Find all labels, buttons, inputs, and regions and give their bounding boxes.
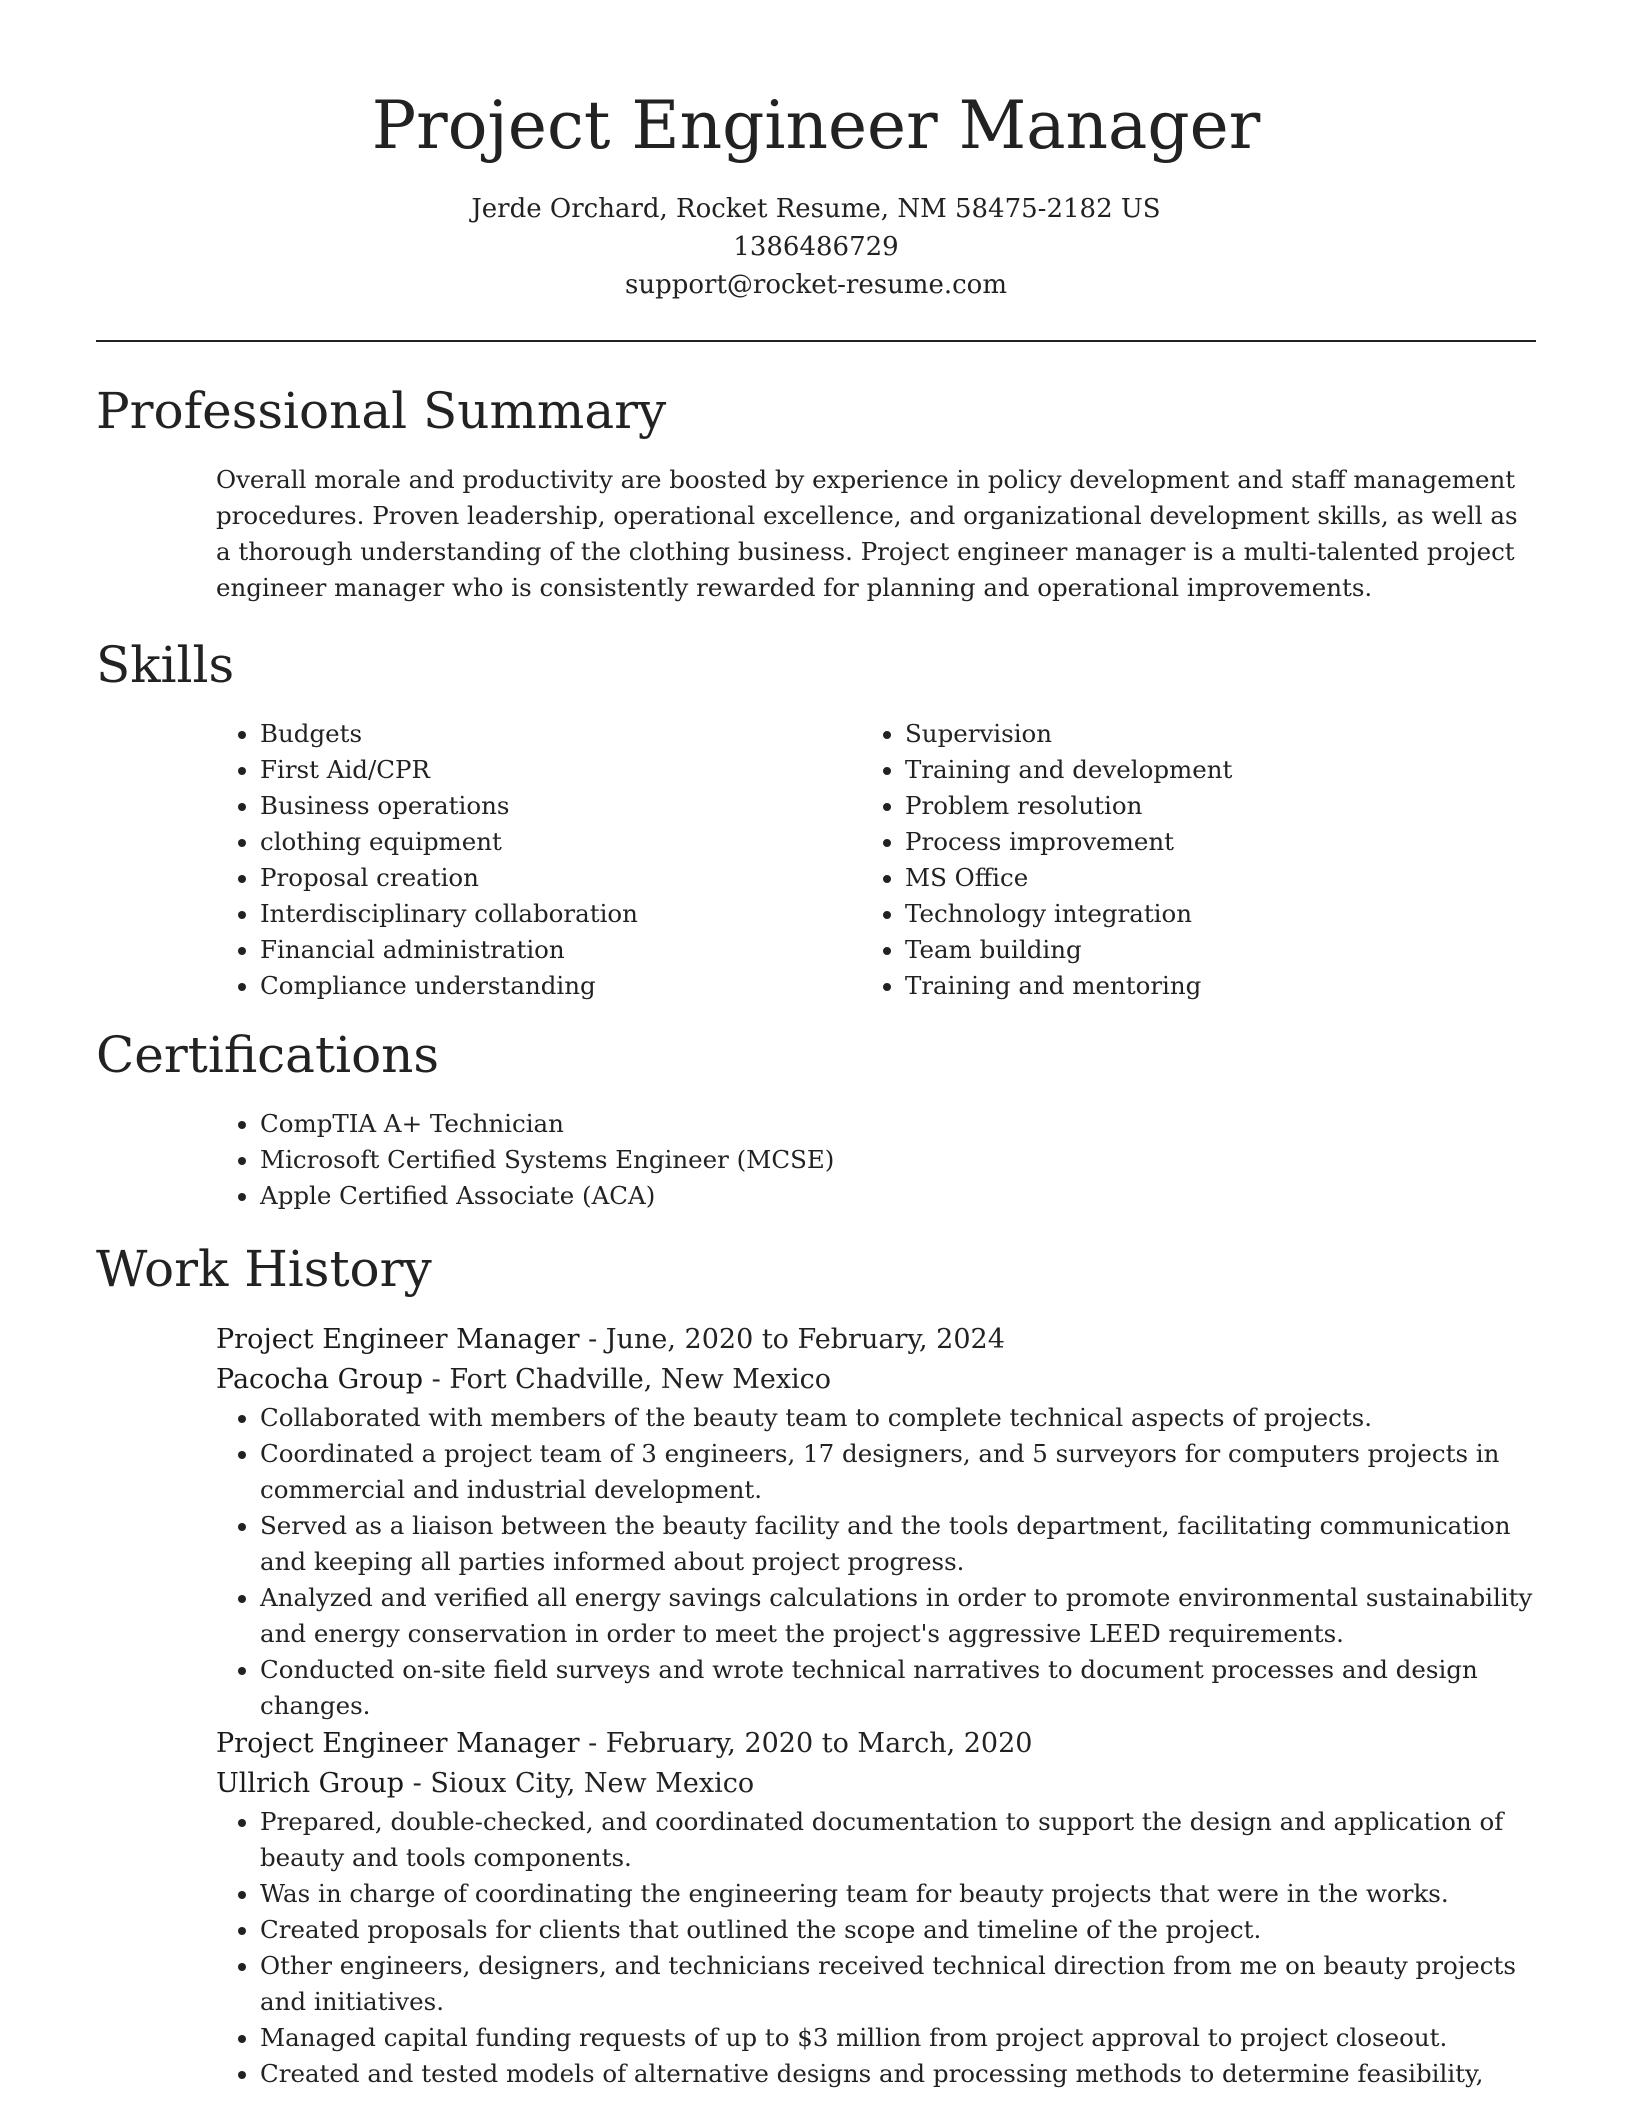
- job-duty: • Was in charge of coordinating the engineering team for beauty projects that were in the works.: [260, 1876, 1536, 1912]
- skill-item: • MS Office: [905, 860, 1536, 896]
- certifications-title: Certifications: [96, 1026, 440, 1084]
- job-dates: - February, 2020 to March, 2020: [579, 1728, 1033, 1759]
- skill-item: • Team building: [905, 932, 1536, 968]
- summary-text: Overall morale and productivity are boosted by experience in policy development and staff management procedures. Proven leadership, operational excellence, and organizational development skills, as well as a thorough understanding of the clothing business. Project engineer manager is a multi-talented project engineer manager who is consistently rewarded for planning and operational improvements.: [216, 465, 1518, 602]
- address: Jerde Orchard, Rocket Resume, NM 58475-2182 US: [471, 194, 1161, 224]
- job-title: Project Engineer Manager: [216, 1728, 580, 1759]
- job-company: Pacocha Group: [216, 1364, 424, 1395]
- job-entry: [96, 1724, 1536, 2092]
- job-duty: • Collaborated with members of the beauty team to complete technical aspects of projects.: [260, 1400, 1536, 1436]
- skills-left-list: [96, 716, 891, 1004]
- job-company-line: [216, 1764, 1536, 1804]
- skill-item: • Interdisciplinary collaboration: [260, 896, 891, 932]
- job-title-line: [216, 1320, 1536, 1360]
- certification-item: • CompTIA A+ Technician: [260, 1106, 1536, 1142]
- certifications-list: [96, 1106, 1536, 1214]
- email: support@rocket-resume.com: [624, 270, 1007, 300]
- job-duty: • Managed capital funding requests of up to $3 million from project approval to project closeout.: [260, 2020, 1536, 2056]
- work-history-section: [96, 1240, 1536, 2092]
- skill-item: • Budgets: [260, 716, 891, 752]
- job-duty: • Other engineers, designers, and technicians received technical direction from me on beauty projects and initiatives.: [260, 1948, 1536, 2020]
- skills-columns: [96, 716, 1536, 1004]
- phone: 1386486729: [733, 232, 899, 262]
- job-entry: [96, 1320, 1536, 1724]
- job-duty: • Served as a liaison between the beauty facility and the tools department, facilitating communication and keeping all parties informed about project progress.: [260, 1508, 1536, 1580]
- job-dates: - June, 2020 to February, 2024: [579, 1324, 1005, 1355]
- job-location: - Sioux City, New Mexico: [404, 1768, 755, 1799]
- job-duty: • Conducted on-site field surveys and wrote technical narratives to document processes and design changes.: [260, 1652, 1536, 1724]
- skills-right-list: [891, 716, 1536, 1004]
- job-duty: • Prepared, double-checked, and coordinated documentation to support the design and application of beauty and tools components.: [260, 1804, 1536, 1876]
- job-location: - Fort Chadville, New Mexico: [423, 1364, 832, 1395]
- job-title-line: [216, 1724, 1536, 1764]
- skill-item: • Compliance understanding: [260, 968, 891, 1004]
- summary-title: Professional Summary: [96, 382, 667, 440]
- job-duty: • Analyzed and verified all energy savings calculations in order to promote environmental sustainability and energy conservation in order to meet the project's aggressive LEED requirements.: [260, 1580, 1536, 1652]
- skill-item: • Process improvement: [905, 824, 1536, 860]
- job-company-line: [216, 1360, 1536, 1400]
- resume-header: [96, 80, 1536, 304]
- certification-item: • Apple Certified Associate (ACA): [260, 1178, 1536, 1214]
- job-duty: • Coordinated a project team of 3 engineers, 17 designers, and 5 surveyors for computers projects in commercial and industrial development.: [260, 1436, 1536, 1508]
- skill-item: • Training and development: [905, 752, 1536, 788]
- job-duties-list: [96, 1400, 1536, 1724]
- skill-item: • Problem resolution: [905, 788, 1536, 824]
- job-duty: • Created proposals for clients that outlined the scope and timeline of the project.: [260, 1912, 1536, 1948]
- skill-item: • Technology integration: [905, 896, 1536, 932]
- certifications-section: [96, 1026, 1536, 1214]
- skill-item: • Proposal creation: [260, 860, 891, 896]
- job-company: Ullrich Group: [216, 1768, 405, 1799]
- job-duty: • Created and tested models of alternative designs and processing methods to determine feasibility,: [260, 2056, 1536, 2092]
- skills-section: [96, 636, 1536, 1004]
- job-title: Project Engineer Manager: [216, 1324, 580, 1355]
- summary-section: [96, 382, 1536, 606]
- skill-item: • Financial administration: [260, 932, 891, 968]
- skill-item: • Training and mentoring: [905, 968, 1536, 1004]
- candidate-name: Project Engineer Manager: [371, 87, 1261, 164]
- skill-item: • Supervision: [905, 716, 1536, 752]
- header-divider: [96, 340, 1536, 342]
- skill-item: • clothing equipment: [260, 824, 891, 860]
- work-history-title: Work History: [96, 1240, 432, 1298]
- certification-item: • Microsoft Certified Systems Engineer (MCSE): [260, 1142, 1536, 1178]
- job-duties-list: [96, 1804, 1536, 2092]
- skill-item: • Business operations: [260, 788, 891, 824]
- skills-title: Skills: [96, 636, 235, 694]
- skill-item: • First Aid/CPR: [260, 752, 891, 788]
